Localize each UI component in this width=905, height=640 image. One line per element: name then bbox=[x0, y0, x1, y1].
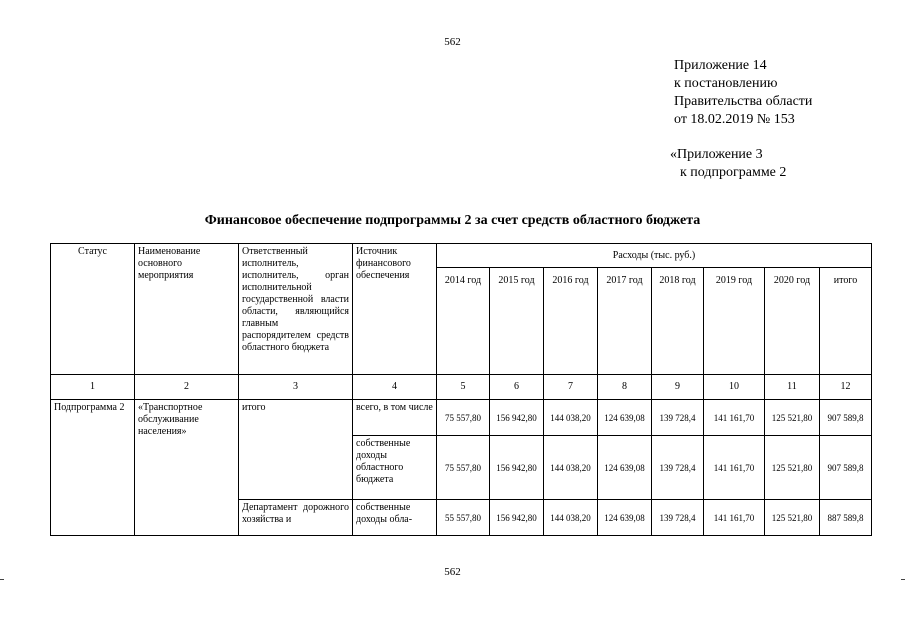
column-number: 7 bbox=[544, 375, 598, 400]
annex-line-2: к постановлению bbox=[674, 76, 778, 91]
status-cell: Подпрограмма 2 bbox=[51, 400, 135, 536]
value-cell: 139 728,4 bbox=[652, 436, 704, 500]
value-cell: 144 038,20 bbox=[544, 500, 598, 536]
value-cell: 139 728,4 bbox=[652, 500, 704, 536]
value-cell: 125 521,80 bbox=[765, 400, 820, 436]
header-year-2016: 2016 год bbox=[544, 268, 598, 375]
table-row bbox=[51, 400, 872, 436]
value-cell: 144 038,20 bbox=[544, 400, 598, 436]
responsible-cell: Департамент дорожного хозяйства и bbox=[239, 500, 353, 536]
value-cell: 141 161,70 bbox=[704, 436, 765, 500]
header-year-2018: 2018 год bbox=[652, 268, 704, 375]
source-cell: всего, в том числе bbox=[353, 400, 437, 436]
header-row-1 bbox=[51, 244, 872, 268]
value-cell: 144 038,20 bbox=[544, 436, 598, 500]
document-title: Финансовое обеспечение подпрограммы 2 за счет средств областного бюджета bbox=[204, 213, 701, 228]
value-cell: 125 521,80 bbox=[765, 500, 820, 536]
page-edge-mark-right bbox=[901, 579, 905, 580]
annex-line-1: Приложение 14 bbox=[674, 58, 767, 73]
value-cell: 141 161,70 bbox=[704, 500, 765, 536]
annex-header bbox=[674, 57, 812, 129]
annex-sub-header bbox=[670, 146, 786, 182]
annex-line-4: от 18.02.2019 № 153 bbox=[674, 112, 795, 127]
value-cell: 124 639,08 bbox=[598, 500, 652, 536]
value-cell: 124 639,08 bbox=[598, 400, 652, 436]
annex-line-3: Правительства области bbox=[674, 94, 813, 109]
column-number: 5 bbox=[437, 375, 490, 400]
column-numbers-row bbox=[51, 375, 872, 400]
header-year-2017: 2017 год bbox=[598, 268, 652, 375]
annex-sub-line-2: к подпрограмме 2 bbox=[680, 165, 787, 180]
column-number: 12 bbox=[820, 375, 872, 400]
column-number: 2 bbox=[135, 375, 239, 400]
page-number-top: 562 bbox=[444, 36, 461, 48]
header-responsible: Ответственный исполнитель, исполнитель, орган исполнительной государственной власти области, являющийся главным распорядителем средств областного бюджета bbox=[239, 244, 353, 375]
responsible-cell: итого bbox=[239, 400, 353, 500]
column-number: 1 bbox=[51, 375, 135, 400]
page-edge-mark-left bbox=[0, 579, 4, 580]
annex-sub-line-1: «Приложение 3 bbox=[670, 147, 763, 162]
value-cell: 156 942,80 bbox=[490, 400, 544, 436]
value-cell: 124 639,08 bbox=[598, 436, 652, 500]
value-cell: 156 942,80 bbox=[490, 500, 544, 536]
header-source: Источник финансового обеспечения bbox=[353, 244, 437, 375]
page-number-bottom: 562 bbox=[444, 566, 461, 578]
value-cell-total: 907 589,8 bbox=[820, 436, 872, 500]
source-cell: собственные доходы обла- bbox=[353, 500, 437, 536]
value-cell: 139 728,4 bbox=[652, 400, 704, 436]
source-cell: собственные доходы областного бюджета bbox=[353, 436, 437, 500]
value-cell: 75 557,80 bbox=[437, 400, 490, 436]
value-cell-total: 907 589,8 bbox=[820, 400, 872, 436]
column-number: 4 bbox=[353, 375, 437, 400]
column-number: 3 bbox=[239, 375, 353, 400]
financing-table bbox=[50, 243, 872, 536]
header-year-2015: 2015 год bbox=[490, 268, 544, 375]
value-cell: 141 161,70 bbox=[704, 400, 765, 436]
column-number: 9 bbox=[652, 375, 704, 400]
header-expenses: Расходы (тыс. руб.) bbox=[437, 244, 872, 268]
column-number: 6 bbox=[490, 375, 544, 400]
value-cell: 75 557,80 bbox=[437, 436, 490, 500]
value-cell-total: 887 589,8 bbox=[820, 500, 872, 536]
header-status: Статус bbox=[51, 244, 135, 375]
header-year-2014: 2014 год bbox=[437, 268, 490, 375]
column-number: 8 bbox=[598, 375, 652, 400]
activity-name-cell: «Транспортное обслуживание населения» bbox=[135, 400, 239, 536]
header-name: Наименование основного мероприятия bbox=[135, 244, 239, 375]
header-year-2020: 2020 год bbox=[765, 268, 820, 375]
value-cell: 55 557,80 bbox=[437, 500, 490, 536]
header-total: итого bbox=[820, 268, 872, 375]
column-number: 10 bbox=[704, 375, 765, 400]
header-year-2019: 2019 год bbox=[704, 268, 765, 375]
value-cell: 156 942,80 bbox=[490, 436, 544, 500]
column-number: 11 bbox=[765, 375, 820, 400]
value-cell: 125 521,80 bbox=[765, 436, 820, 500]
